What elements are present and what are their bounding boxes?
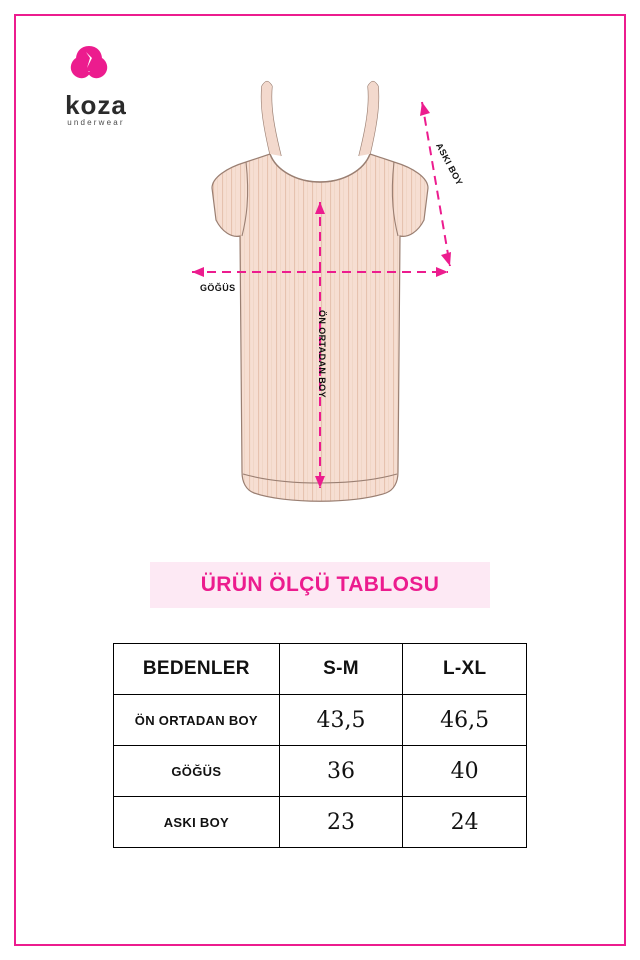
row-value-strap-length-sm: 23 (279, 797, 403, 848)
header-lxl: L-XL (403, 644, 527, 695)
row-value-front-center-length-sm: 43,5 (279, 695, 403, 746)
table-row (114, 797, 527, 848)
row-value-strap-length-lxl: 24 (403, 797, 527, 848)
brand-tagline: underwear (67, 118, 125, 127)
flower-logo-icon (66, 42, 112, 88)
table-header-row (114, 644, 527, 695)
size-table (113, 643, 527, 848)
brand-logo (36, 42, 156, 138)
row-value-bust-sm: 36 (279, 746, 403, 797)
label-front-center-length: ÖN ORTADAN BOY (317, 310, 327, 398)
header-sizes: BEDENLER (114, 644, 280, 695)
table-row (114, 695, 527, 746)
brand-name: koza (65, 90, 127, 120)
table-row (114, 746, 527, 797)
row-label-front-center-length: ÖN ORTADAN BOY (114, 695, 280, 746)
row-label-strap-length: ASKI BOY (114, 797, 280, 848)
label-bust: GÖĞÜS (200, 283, 236, 293)
chart-title-band (150, 562, 490, 608)
header-sm: S-M (279, 644, 403, 695)
row-label-bust: GÖĞÜS (114, 746, 280, 797)
label-strap-length: ASKI BOY (434, 141, 465, 188)
row-value-front-center-length-lxl: 46,5 (403, 695, 527, 746)
page-title: ÜRÜN ÖLÇÜ TABLOSU (200, 573, 440, 596)
row-value-bust-lxl: 40 (403, 746, 527, 797)
